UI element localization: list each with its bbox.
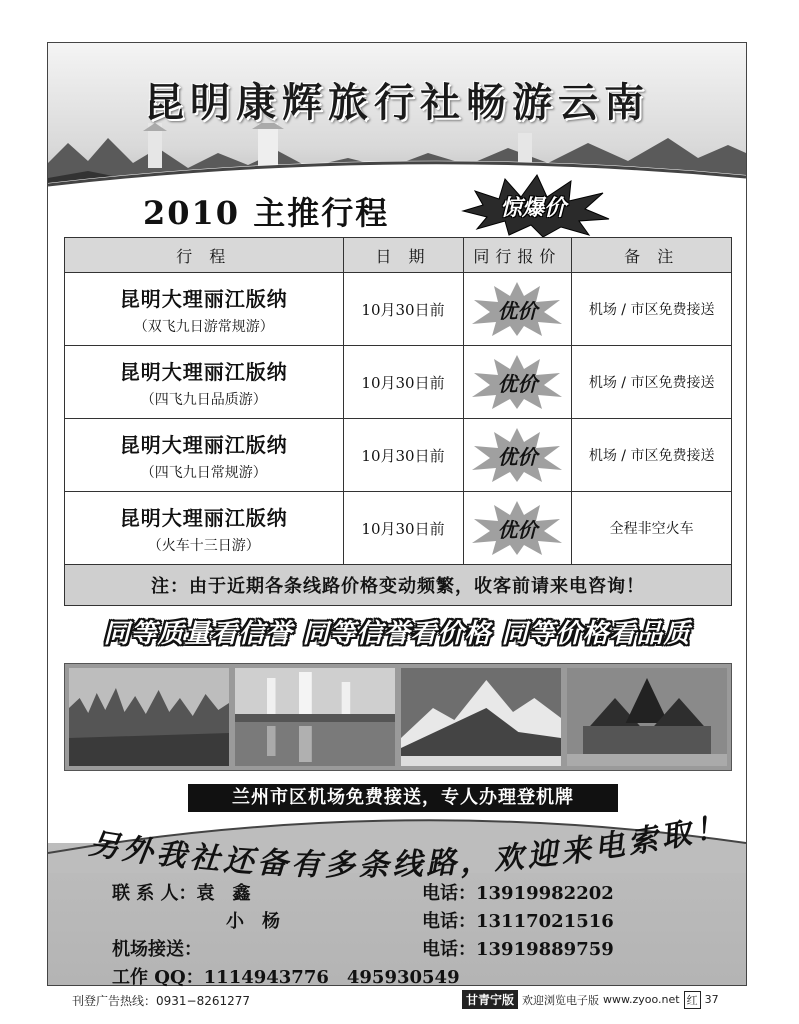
route-name: 昆明大理丽江版纳 bbox=[119, 286, 288, 311]
header-route: 行 程 bbox=[65, 238, 344, 273]
table-row bbox=[65, 419, 732, 492]
qq-label: 工作 QQ： bbox=[112, 967, 204, 988]
table-footnote: 注：由于近期各条线路价格变动频繁，收客前请来电咨询！ bbox=[65, 565, 732, 606]
note-cell: 机场 / 市区免费接送 bbox=[572, 419, 732, 492]
note-cell: 全程非空火车 bbox=[572, 492, 732, 565]
qq-numbers: 1114943776 495930549 bbox=[203, 967, 460, 988]
banner-title: 昆明康辉旅行社畅游云南 bbox=[144, 79, 650, 126]
svg-text:另外我社还备有多条线路，欢迎来电索取！ bbox=[87, 808, 732, 883]
more-routes-text: 另外我社还备有多条线路，欢迎来电索取！ bbox=[86, 808, 732, 884]
photo-strip bbox=[64, 663, 732, 771]
contact-name-1: 袁 鑫 bbox=[196, 883, 251, 904]
route-subtitle: （双飞九日游常规游） bbox=[133, 318, 274, 335]
dai-temple-photo bbox=[567, 668, 727, 766]
phone-number-3: 13919889759 bbox=[476, 939, 614, 960]
burst-text: 惊爆价 bbox=[499, 195, 566, 221]
table-row bbox=[65, 346, 732, 419]
edition-tag: 甘青宁版 bbox=[462, 990, 518, 1009]
route-cell bbox=[65, 346, 344, 419]
note-cell: 机场 / 市区免费接送 bbox=[572, 346, 732, 419]
date-cell: 10月30日前 bbox=[343, 346, 463, 419]
date-cell: 10月30日前 bbox=[343, 419, 463, 492]
phone-row-2 bbox=[422, 907, 614, 933]
price-cell bbox=[463, 346, 572, 419]
date-cell: 10月30日前 bbox=[343, 273, 463, 346]
ad-hotline: 刊登广告热线：0931−8261277 bbox=[72, 994, 251, 1008]
welcome-text: 欢迎浏览电子版 bbox=[522, 993, 600, 1007]
phone-row-1 bbox=[422, 879, 614, 905]
footnote-row bbox=[65, 565, 732, 606]
banner-swoosh bbox=[48, 153, 746, 193]
price-cell bbox=[463, 273, 572, 346]
contact-name-2: 小 杨 bbox=[226, 911, 280, 932]
website-link[interactable]: www.zyoo.net bbox=[603, 993, 680, 1006]
main-heading: 2010 主推行程 bbox=[143, 194, 390, 232]
route-name: 昆明大理丽江版纳 bbox=[119, 505, 288, 530]
page-color-tag: 红 bbox=[684, 991, 701, 1009]
header-price: 同行报价 bbox=[463, 238, 572, 273]
price-cell bbox=[463, 492, 572, 565]
phone-label: 电话： bbox=[422, 911, 476, 932]
snow-mountain-photo bbox=[401, 668, 561, 766]
airport-row bbox=[112, 935, 202, 961]
route-cell bbox=[65, 273, 344, 346]
table-row bbox=[65, 273, 732, 346]
page-footer bbox=[462, 990, 719, 1009]
phone-label: 电话： bbox=[422, 939, 476, 960]
contact-row-2 bbox=[226, 907, 280, 933]
route-cell bbox=[65, 419, 344, 492]
ad-frame bbox=[47, 42, 747, 986]
note-cell: 机场 / 市区免费接送 bbox=[572, 273, 732, 346]
route-subtitle: （火车十三日游） bbox=[147, 537, 260, 554]
table-row bbox=[65, 492, 732, 565]
header-note: 备 注 bbox=[572, 238, 732, 273]
table-header-row bbox=[65, 238, 732, 273]
header-date: 日 期 bbox=[343, 238, 463, 273]
qq-row bbox=[112, 963, 460, 989]
airport-service-banner: 兰州市区机场免费接送，专人办理登机牌 bbox=[188, 784, 618, 812]
phone-label: 电话： bbox=[422, 883, 476, 904]
phone-number-1: 13919982202 bbox=[476, 883, 614, 904]
phone-row-3 bbox=[422, 935, 614, 961]
page-number: 37 bbox=[704, 993, 719, 1006]
route-name: 昆明大理丽江版纳 bbox=[119, 432, 288, 457]
contact-row-1 bbox=[112, 879, 251, 905]
three-pagodas-photo bbox=[235, 668, 395, 766]
price-label: 优价 bbox=[497, 444, 538, 469]
header-banner bbox=[48, 43, 746, 193]
slogan: 同等质量看信誉 同等信誉看价格 同等价格看品质 bbox=[103, 619, 691, 649]
route-cell bbox=[65, 492, 344, 565]
price-cell bbox=[463, 419, 572, 492]
route-subtitle: （四飞九日常规游） bbox=[140, 464, 267, 481]
contact-label: 联 系 人： bbox=[112, 883, 197, 904]
price-label: 优价 bbox=[497, 371, 538, 396]
airport-label: 机场接送： bbox=[112, 939, 202, 960]
stone-forest-photo bbox=[69, 668, 229, 766]
route-subtitle: （四飞九日品质游） bbox=[140, 391, 267, 408]
route-name: 昆明大理丽江版纳 bbox=[119, 359, 288, 384]
phone-number-2: 13117021516 bbox=[476, 911, 614, 932]
itinerary-table bbox=[64, 237, 732, 606]
date-cell: 10月30日前 bbox=[343, 492, 463, 565]
price-label: 优价 bbox=[497, 298, 538, 323]
price-label: 优价 bbox=[497, 517, 538, 542]
